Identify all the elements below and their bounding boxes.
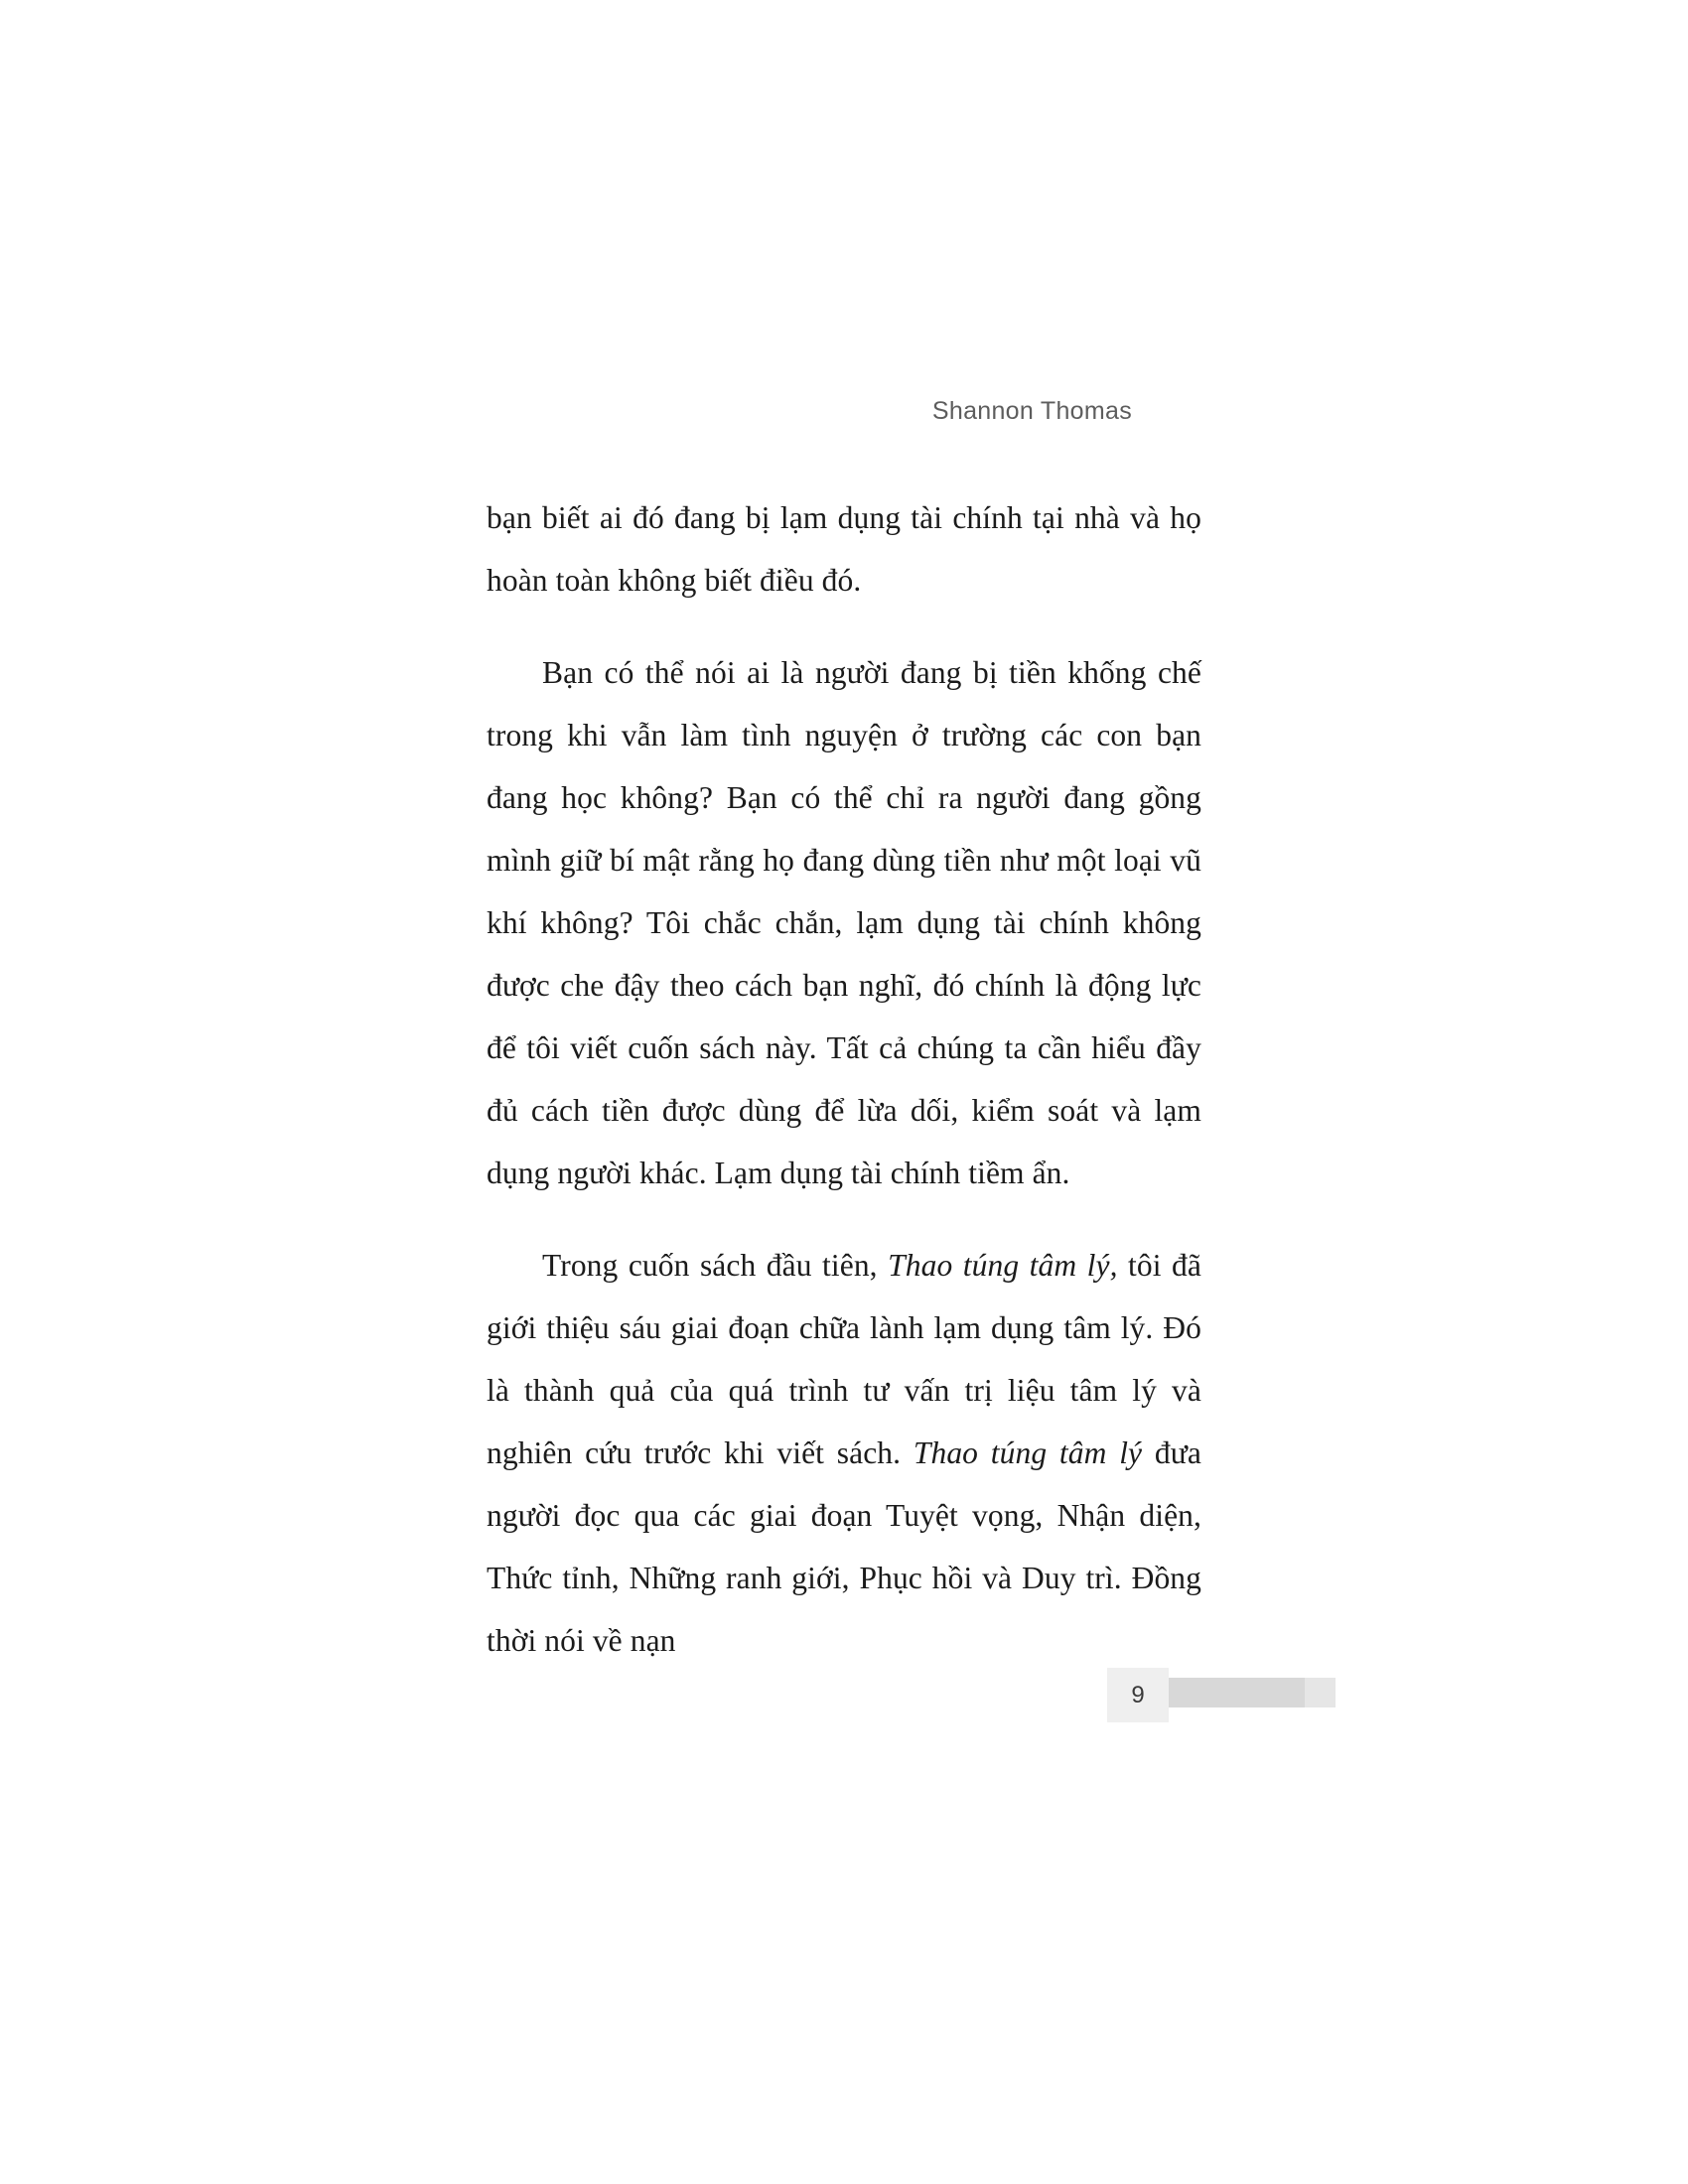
- page-footer: [1107, 1668, 1336, 1722]
- page-number-chip: [1107, 1668, 1169, 1722]
- running-head-author: Shannon Thomas: [931, 397, 1132, 425]
- footer-decoration-bar: [1169, 1678, 1336, 1707]
- body-text-column: [487, 486, 1201, 1672]
- paragraph: Bạn có thể nói ai là người đang bị tiền khống chế trong khi vẫn làm tình nguyện ở trường các con bạn đang học không? Bạn có thể chỉ ra người đang gồng mình giữ bí mật rằng họ đang dùng tiền như một loại vũ khí không? Tôi chắc chắn, lạm dụng tài chính không được che đậy theo cách bạn nghĩ, đó chính là động lực để tôi viết cuốn sách này. Tất cả chúng ta cần hiểu đầy đủ cách tiền được dùng để lừa dối, kiểm soát và lạm dụng người khác. Lạm dụng tài chính tiềm ẩn.: [487, 655, 1201, 1190]
- footer-decoration-bar-segment: [1305, 1678, 1336, 1707]
- italic-title: Thao túng tâm lý: [913, 1435, 1143, 1470]
- italic-title: Thao túng tâm lý,: [888, 1248, 1118, 1283]
- paragraph: Trong cuốn sách đầu tiên, Thao túng tâm lý, tôi đã giới thiệu sáu giai đoạn chữa lành lạm dụng tâm lý. Đó là thành quả của quá trình tư vấn trị liệu tâm lý và nghiên cứu trước khi viết sách. Thao túng tâm lý đưa người đọc qua các giai đoạn Tuyệt vọng, Nhận diện, Thức tỉnh, Những ranh giới, Phục hồi và Duy trì. Đồng thời nói về nạn: [487, 1248, 1201, 1658]
- paragraph: bạn biết ai đó đang bị lạm dụng tài chính tại nhà và họ hoàn toàn không biết điều đó.: [487, 500, 1201, 598]
- page-number: 9: [1131, 1681, 1145, 1708]
